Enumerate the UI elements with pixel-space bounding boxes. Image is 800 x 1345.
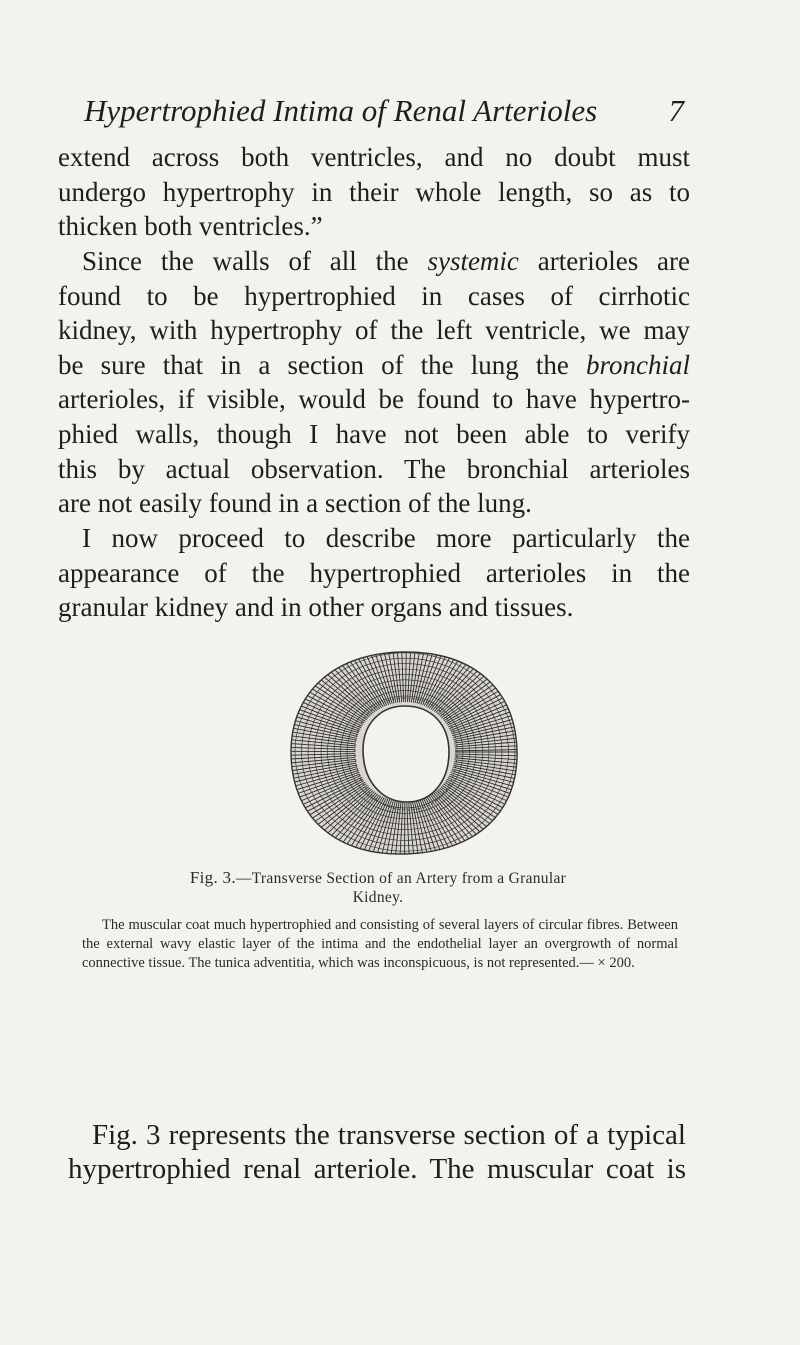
paragraph-4 [68,1118,686,1186]
emphasis-bronchial: bronchial [586,349,690,380]
text-line: phied walls, though I have not been able to verify [58,418,690,449]
text-line: hypertrophied renal arteriole. The muscular coat is [68,1153,686,1185]
paragraph-3 [58,521,690,625]
running-header [84,93,684,133]
text-line: found to be hypertrophied in cases of cirrhotic [58,280,690,311]
paragraph-2 [58,244,690,521]
text-line: are not easily found in a section of the lung. [58,488,532,519]
text-line: undergo hypertrophy in their whole length, so as to [58,176,690,207]
text-line: kidney, with hypertrophy of the left ventricle, we may [58,315,690,346]
caption-title: Fig. 3.—Transverse Section of an Artery from a Granular Kidney. [189,868,567,906]
lumen-icon [363,706,449,802]
running-title: Hypertrophied Intima of Renal Arterioles [84,93,598,128]
text-line: Fig. 3 represents the transverse section of a typical [92,1119,686,1151]
caption-description: The muscular coat much hypertrophied and consisting of several layers of circular fibres. Between the external wavy elastic layer of the intima and the endothelial layer an overgrowth of normal connective tissue. The tunica adventitia, which was inconspicuous, is not represented.— × 200. [82,917,678,971]
text-line: extend across both ventricles, and no doubt must [58,142,690,172]
artery-cross-section-illustration [215,640,595,865]
figure-caption [78,868,678,973]
text-line: I now proceed to describe more particularly the [82,523,690,553]
page-number: 7 [668,93,684,128]
text-line: this by actual observation. The bronchial arterioles [58,453,690,484]
text-line: thicken both ventricles.” [58,211,323,242]
text-line: Since the walls of all the systemic arterioles are [82,246,690,276]
text-line: appearance of the hypertrophied arterioles in the [58,557,690,588]
emphasis-systemic: systemic [427,246,519,276]
text-line: be sure that in a section of the lung the bronchial [58,349,690,380]
text-line: arterioles, if visible, would be found to have hypertro- [58,384,690,415]
paragraph-1 [58,140,690,244]
text-line: granular kidney and in other organs and tissues. [58,592,574,623]
figure-label: Fig. 3. [189,868,236,887]
